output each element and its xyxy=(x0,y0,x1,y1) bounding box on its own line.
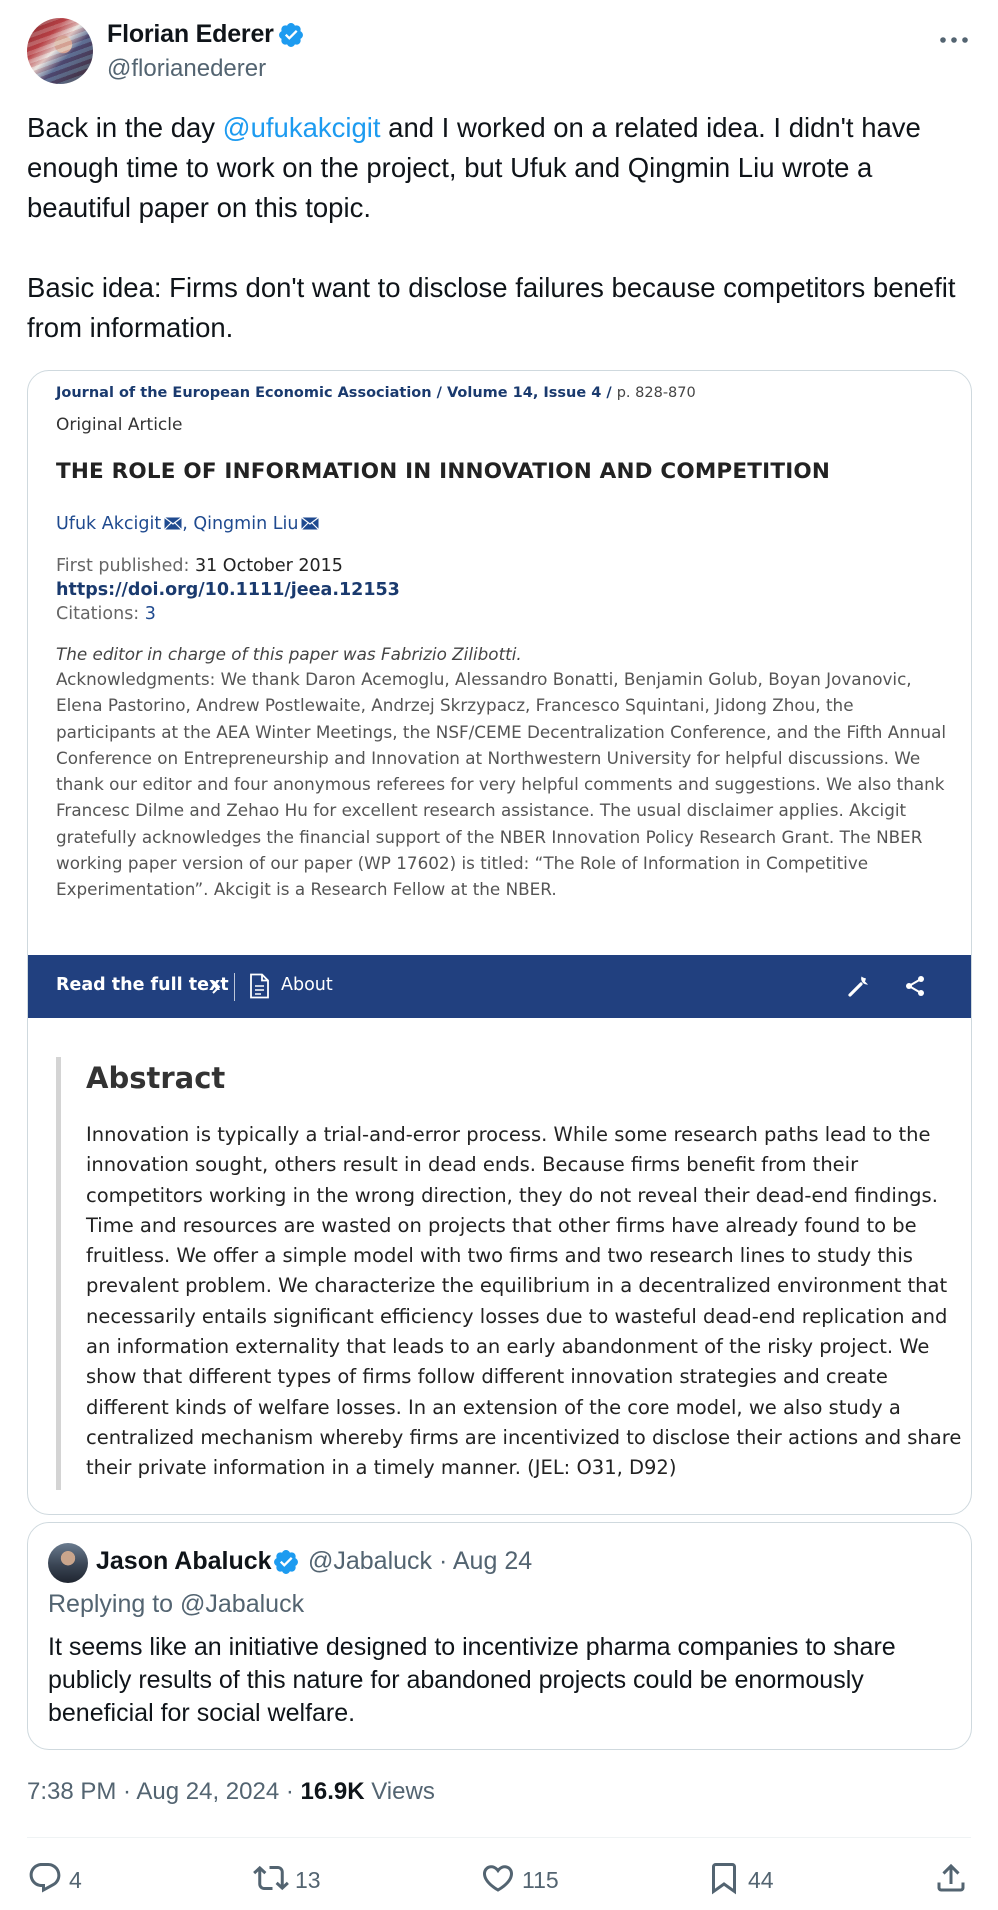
document-icon xyxy=(248,973,270,999)
toolbar-divider xyxy=(234,973,235,1001)
abstract-section xyxy=(56,1057,971,1490)
first-published-date: 31 October 2015 xyxy=(194,556,343,576)
replying-to: Replying to @Jabaluck xyxy=(48,1590,305,1618)
bookmark-count: 44 xyxy=(748,1867,774,1893)
wrench-icon xyxy=(846,973,872,999)
like-count: 115 xyxy=(522,1867,559,1893)
author-1: Ufuk Akcigit xyxy=(56,514,162,534)
repost-count: 13 xyxy=(295,1867,321,1893)
more-options-icon[interactable] xyxy=(937,28,971,52)
share-button[interactable] xyxy=(933,1860,971,1900)
author-2: Qingmin Liu xyxy=(193,514,299,534)
tweet-paragraph-1 xyxy=(27,108,977,228)
quoted-author-name: Jason Abaluck xyxy=(96,1547,272,1575)
first-published-label: First published: xyxy=(56,556,195,576)
action-bar xyxy=(27,1860,971,1900)
editor-note: The editor in charge of this paper was Fabrizio Zilibotti. xyxy=(56,644,522,664)
repost-button[interactable] xyxy=(253,1860,343,1900)
tweet-header xyxy=(27,18,971,88)
attached-image[interactable] xyxy=(27,370,972,1515)
citations xyxy=(56,604,956,624)
share-icon xyxy=(903,974,927,998)
author-handle[interactable]: @florianederer xyxy=(107,55,267,82)
author-separator: , xyxy=(182,514,194,534)
reply-icon xyxy=(27,1860,63,1896)
journal-pages: p. 828-870 xyxy=(616,385,696,401)
verified-badge-icon xyxy=(277,21,305,49)
article-type: Original Article xyxy=(56,415,183,435)
repost-icon xyxy=(253,1860,289,1896)
bookmark-button[interactable] xyxy=(706,1860,796,1900)
reply-count: 4 xyxy=(69,1867,82,1893)
envelope-icon xyxy=(301,517,319,530)
quoted-handle-date: @Jabaluck · Aug 24 xyxy=(308,1547,533,1575)
quoted-tweet[interactable] xyxy=(27,1522,972,1750)
divider xyxy=(27,1837,971,1838)
chevron-right-icon xyxy=(211,979,221,995)
abstract-text: Innovation is typically a trial-and-error process. While some research paths lead to the innovation sought, others result in dead ends. Because firms benefit from their competitors working in the wrong direction, they do not reveal their dead-end findings. Time and resources are wasted on projects that other firms have already found to be fruitless. We offer a simple model with two firms and two research lines to study this prevalent problem. We characterize the equilibrium in a decentralized environment that necessarily entails significant efficiency losses due to wasteful dead-end replication and an information externality that leads to an early abandonment of the risky project. We show that different types of firms follow different innovation strategies and create different kinds of welfare losses. In an extension of the core model, we also study a centralized mechanism whereby firms are incentivized to disclose their actions and share their private information in a timely manner. (JEL: O31, D92) xyxy=(86,1123,962,1480)
tweet-text-part: and I worked on a related idea. I didn't have enough time to work on the project, but Ufuk and Qingmin Liu wrote a beautiful paper on this topic. xyxy=(27,112,921,223)
reply-button[interactable] xyxy=(27,1860,97,1900)
author-name[interactable]: Florian Ederer xyxy=(107,20,274,48)
bookmark-icon xyxy=(706,1860,742,1896)
article-title: THE ROLE OF INFORMATION IN INNOVATION AND COMPETITION xyxy=(56,459,831,484)
envelope-icon xyxy=(164,517,182,530)
journal-name: Journal of the European Economic Association / Volume 14, Issue 4 / xyxy=(56,385,617,401)
tweet-meta xyxy=(27,1778,435,1806)
tweet-text xyxy=(27,108,977,348)
quoted-tweet-text: It seems like an initiative designed to incentivize pharma companies to share publicly results of this nature for abandoned projects could be enormously beneficial for social welfare. xyxy=(48,1633,896,1727)
like-button[interactable] xyxy=(480,1860,590,1900)
share-icon xyxy=(933,1860,969,1896)
abstract-heading: Abstract xyxy=(86,1061,226,1095)
views-count: 16.9K xyxy=(300,1778,365,1805)
timestamp[interactable]: 7:38 PM · Aug 24, 2024 · xyxy=(27,1778,301,1805)
tweet-text-part: Back in the day xyxy=(27,112,223,143)
views-label: Views xyxy=(364,1778,435,1805)
like-icon xyxy=(480,1860,516,1896)
read-full-text-label: Read the full text xyxy=(56,975,229,995)
verified-badge-icon xyxy=(272,1548,300,1576)
mention-link[interactable]: @ufukakcigit xyxy=(222,112,381,143)
article-toolbar xyxy=(28,955,971,1018)
paper-header xyxy=(56,385,956,903)
about-label: About xyxy=(281,975,333,995)
journal-citation xyxy=(56,385,956,401)
doi-link: https://doi.org/10.1111/jeea.12153 xyxy=(56,580,400,600)
article-authors xyxy=(56,514,956,534)
citations-count: 3 xyxy=(144,604,156,624)
acknowledgments: Acknowledgments: We thank Daron Acemoglu, Alessandro Bonatti, Benjamin Golub, Boyan Jovanovic, Elena Pastorino, Andrew Postlewaite, Andrzej Skrzypacz, Francesco Squintani, Jidong Zhou, the participants at the AEA Winter Meetings, the NSF/CEME Decentralization Conference, and the Fifth Annual Conference on Entrepreneurship and Innovation at Northwestern University for helpful discussions. We thank our editor and four anonymous referees for very helpful comments and suggestions. We also thank Francesc Dilme and Zehao Hu for excellent research assistance. The usual disclaimer applies. Akcigit gratefully acknowledges the financial support of the NBER Innovation Policy Research Grant. The NBER working paper version of our paper (WP 17602) is titled: “The Role of Information in Competitive Experimentation”. Akcigit is a Research Fellow at the NBER. xyxy=(56,669,947,900)
first-published xyxy=(56,556,956,576)
tweet-paragraph-2: Basic idea: Firms don't want to disclose failures because competitors benefit from information. xyxy=(27,272,956,343)
citations-label: Citations: xyxy=(56,604,145,624)
author-avatar[interactable] xyxy=(27,18,93,84)
quoted-author-avatar xyxy=(48,1543,88,1583)
